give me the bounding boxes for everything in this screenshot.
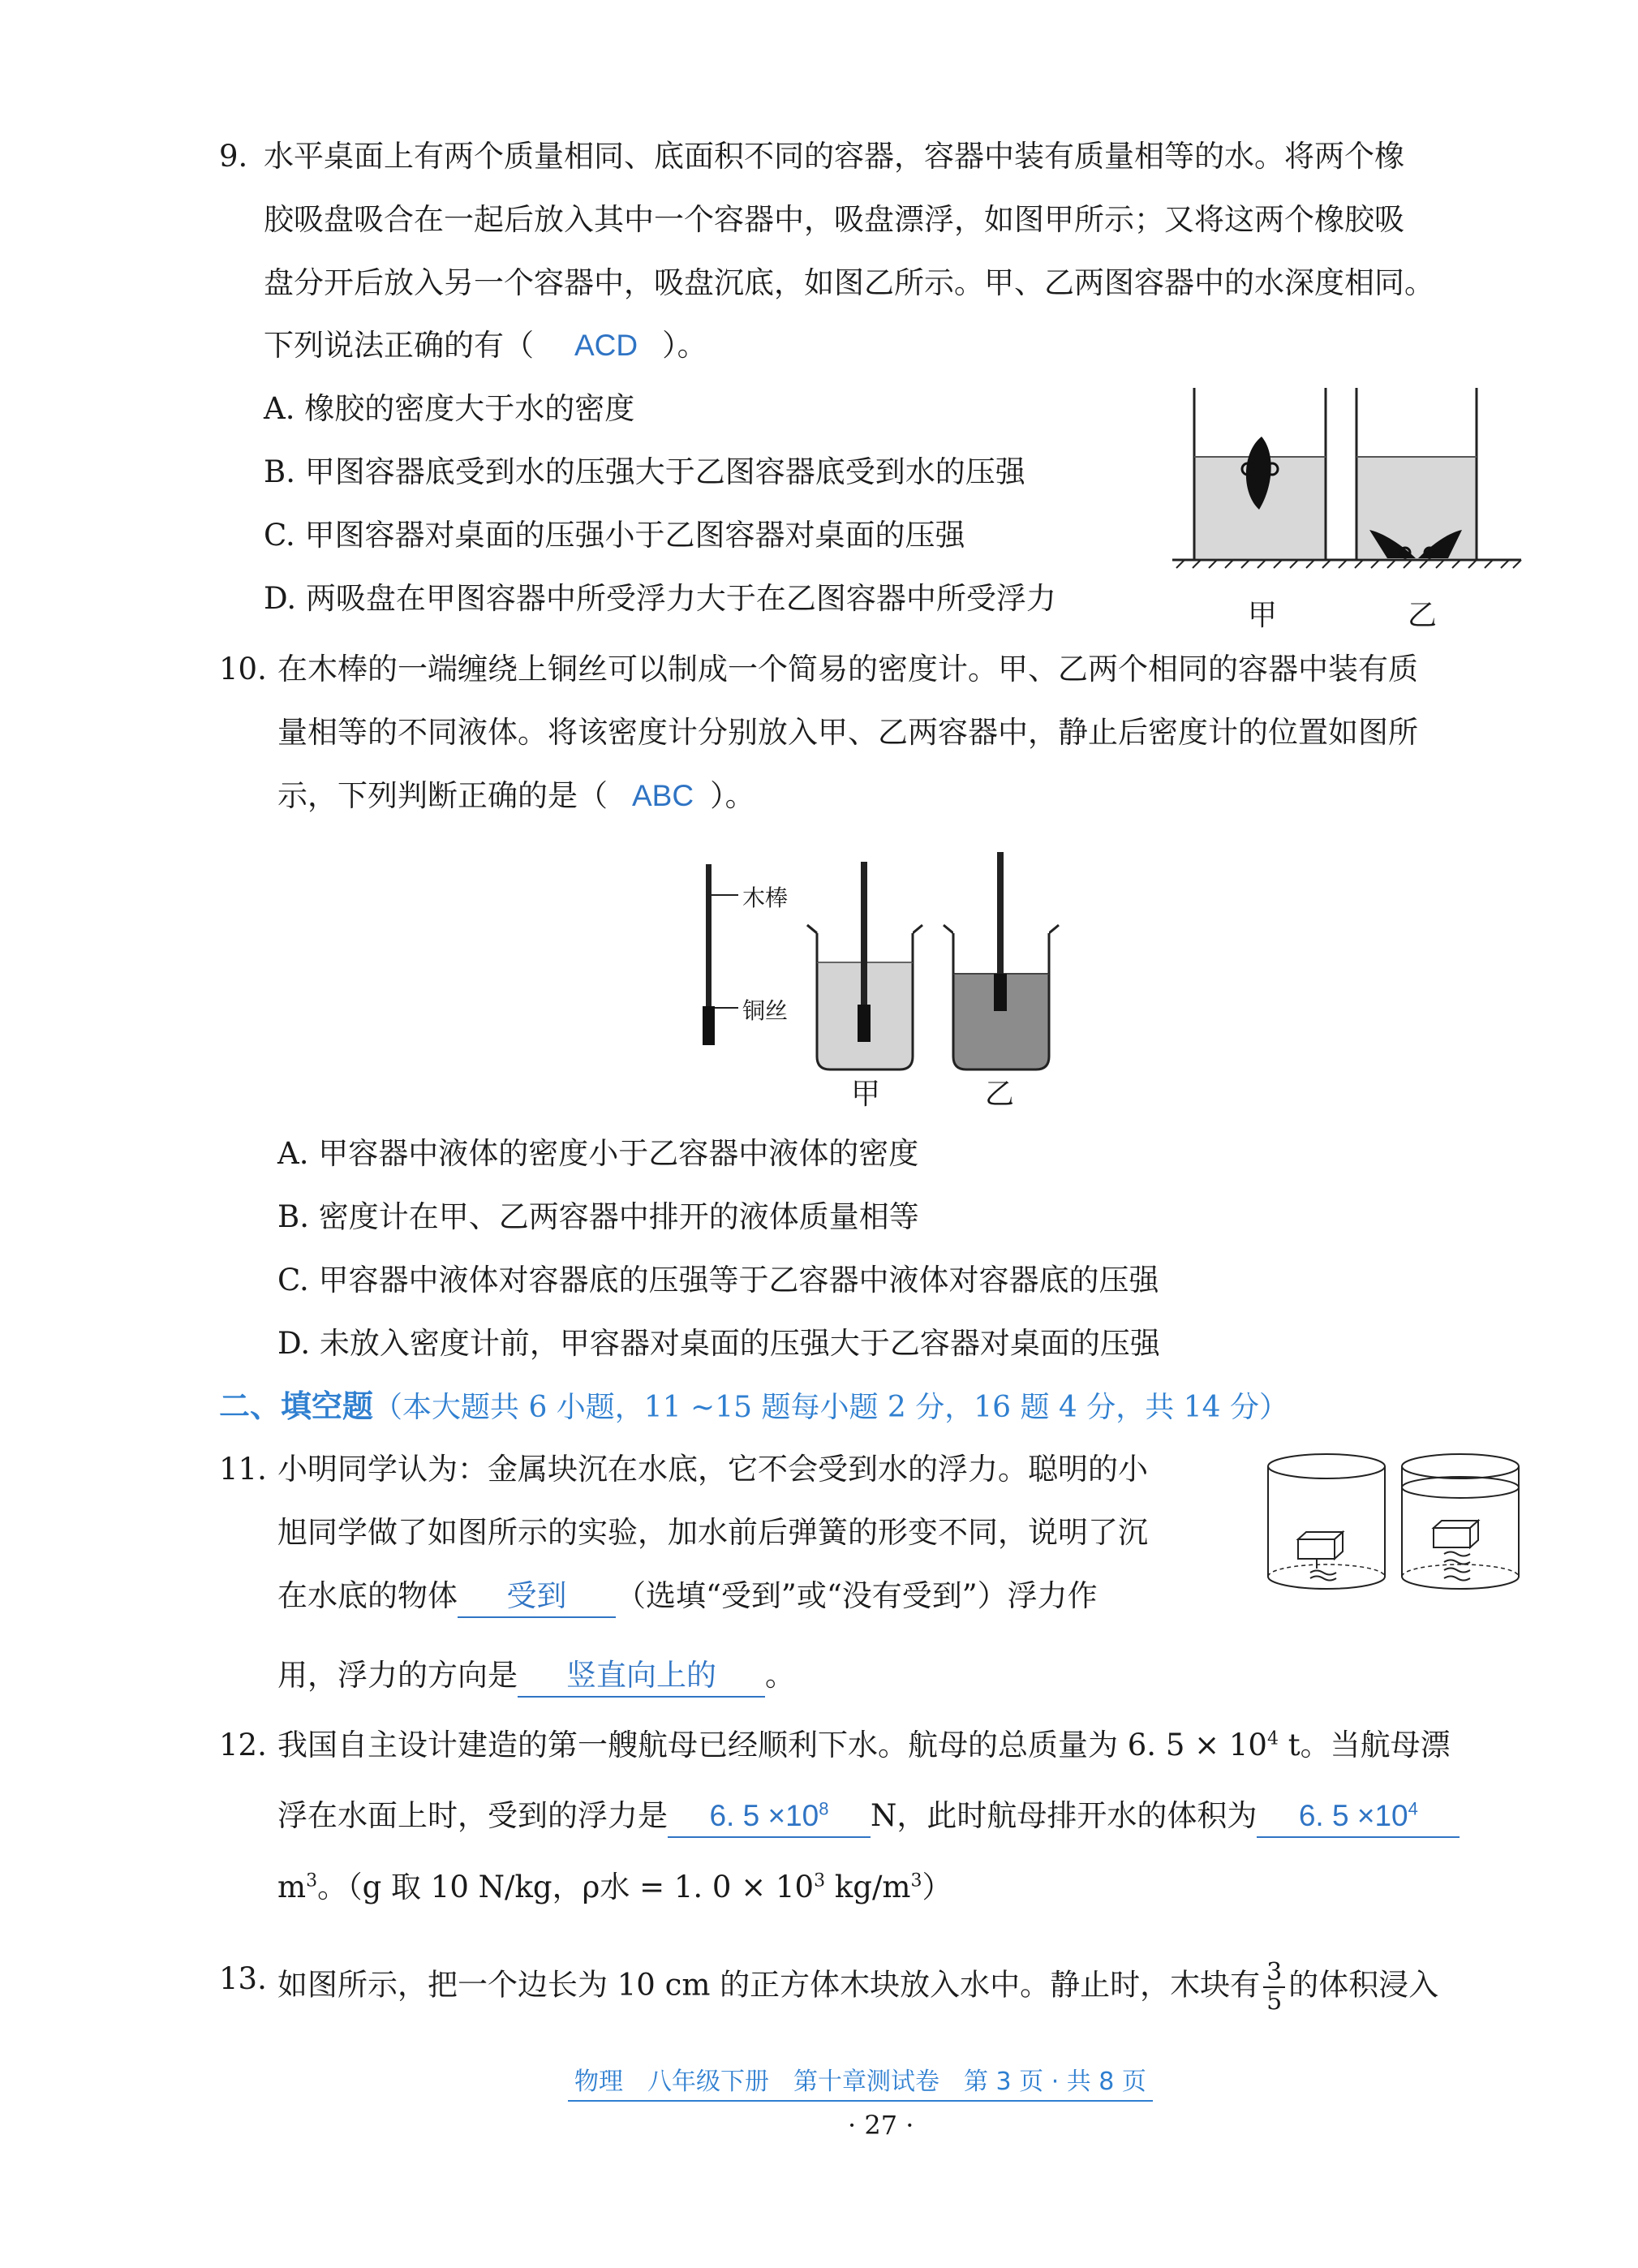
q12-line3-unit-exp: 3 bbox=[306, 1870, 318, 1891]
q12-line3-tail: kg/m bbox=[825, 1870, 911, 1904]
q10-beaker-right bbox=[944, 852, 1059, 1069]
q9-option-c: C. 甲图容器对桌面的压强小于乙图容器对桌面的压强 bbox=[264, 518, 965, 553]
q10-option-c: C. 甲容器中液体对容器底的压强等于乙容器中液体对容器底的压强 bbox=[277, 1263, 1159, 1298]
q12-line3-exp: 3 bbox=[814, 1870, 826, 1891]
q9-line: 胶吸盘吸合在一起后放入其中一个容器中，吸盘漂浮，如图甲所示；又将这两个橡胶吸 bbox=[264, 202, 1404, 237]
q10-number: 10. bbox=[219, 652, 267, 686]
q11-line3-before: 在水底的物体 bbox=[277, 1578, 458, 1613]
q12-line2-mid: N，此时航母排开水的体积为 bbox=[871, 1798, 1258, 1833]
section-heading bbox=[219, 1386, 1288, 1428]
q10-prompt-before: 示，下列判断正确的是（ bbox=[277, 778, 608, 813]
q13-number: 13. bbox=[219, 1961, 267, 1996]
q11-line4-before: 用，浮力的方向是 bbox=[277, 1658, 518, 1693]
q9-number: 9. bbox=[219, 139, 248, 174]
q12-line3 bbox=[277, 1867, 952, 1908]
q9-prompt-before: 下列说法正确的有（ bbox=[264, 328, 534, 363]
q9-option-a: A. 橡胶的密度大于水的密度 bbox=[264, 391, 635, 426]
q12-buoyancy-exp: 8 bbox=[819, 1798, 829, 1819]
q12-line3-text: 。（g 取 10 N/kg，ρ水 = 1. 0 × 10 bbox=[317, 1870, 815, 1904]
q11-line3 bbox=[277, 1576, 1098, 1618]
q9-line: 水平桌面上有两个质量相同、底面积不同的容器，容器中装有质量相等的水。将两个橡 bbox=[264, 139, 1404, 174]
q13-line1 bbox=[277, 1959, 1438, 2016]
q12-volume-exp: 4 bbox=[1408, 1798, 1418, 1819]
q13-line1-after: 的体积浸入 bbox=[1288, 1967, 1439, 2003]
q10-option-b: B. 密度计在甲、乙两容器中排开的液体质量相等 bbox=[277, 1199, 919, 1234]
q12-line1 bbox=[277, 1725, 1451, 1766]
q9-figure bbox=[1168, 388, 1525, 599]
q10-option-a: A. 甲容器中液体的密度小于乙容器中液体的密度 bbox=[277, 1136, 919, 1171]
q11-answer-blank: 受到 bbox=[458, 1576, 616, 1618]
q12-volume-base: 6. 5 ×10 bbox=[1298, 1799, 1408, 1832]
q11-line: 小明同学认为：金属块沉在水底，它不会受到水的浮力。聪明的小 bbox=[277, 1452, 1148, 1487]
q12-line3-tail-exp: 3 bbox=[910, 1870, 922, 1891]
section-note: （本大题共 6 小题，11 ~15 题每小题 2 分，16 题 4 分，共 14 分） bbox=[373, 1391, 1289, 1424]
q12-line3-close: ） bbox=[922, 1870, 952, 1904]
q10-label-stick: 木棒 bbox=[742, 884, 789, 911]
q12-volume-blank bbox=[1257, 1796, 1460, 1838]
q12-line1-before: 我国自主设计建造的第一艘航母已经顺利下水。航母的总质量为 6. 5 × 10 bbox=[277, 1728, 1267, 1762]
q9-container-left bbox=[1194, 388, 1326, 560]
q9-prompt-after: ）。 bbox=[662, 328, 707, 363]
q13-frac-denominator: 5 bbox=[1266, 1987, 1283, 2016]
q12-line3-unit: m bbox=[277, 1870, 307, 1904]
q9-label-right: 乙 bbox=[1408, 599, 1438, 632]
q11-line4-after: 。 bbox=[765, 1658, 795, 1693]
q11-cylinder-water bbox=[1402, 1454, 1519, 1589]
q12-line1-after: t。当航母漂 bbox=[1278, 1728, 1451, 1762]
q9-label-left: 甲 bbox=[1248, 599, 1278, 632]
q12-line1-exp: 4 bbox=[1266, 1728, 1279, 1749]
q11-line3-after: （选填“受到”或“没有受到”）浮力作 bbox=[616, 1578, 1098, 1613]
q12-line2 bbox=[277, 1796, 1460, 1838]
q10-prompt-after: ）。 bbox=[710, 778, 755, 813]
q11-cylinder-empty bbox=[1268, 1454, 1385, 1589]
q10-hydrometer-standalone bbox=[703, 864, 738, 1045]
q9-table bbox=[1172, 560, 1521, 568]
q9-answer: ACD bbox=[574, 329, 638, 362]
q11-line: 旭同学做了如图所示的实验，加水前后弹簧的形变不同，说明了沉 bbox=[277, 1515, 1148, 1550]
q11-figure bbox=[1262, 1448, 1529, 1594]
section-title: 二、填空题 bbox=[219, 1388, 374, 1424]
q10-prompt bbox=[277, 776, 755, 816]
q11-direction-blank: 竖直向上的 bbox=[518, 1655, 765, 1698]
q12-number: 12. bbox=[219, 1728, 267, 1762]
q12-buoyancy-base: 6. 5 ×10 bbox=[709, 1799, 819, 1832]
q10-label-wire: 铜丝 bbox=[742, 997, 789, 1024]
footer-info: 物理 八年级下册 第十章测试卷 第 3 页 · 共 8 页 bbox=[568, 2061, 1153, 2102]
q10-label-left: 甲 bbox=[851, 1078, 881, 1111]
q11-number: 11. bbox=[219, 1452, 267, 1487]
q9-option-d: D. 两吸盘在甲图容器中所受浮力大于在乙图容器中所受浮力 bbox=[264, 581, 1056, 616]
q9-line: 盘分开后放入另一个容器中，吸盘沉底，如图乙所示。甲、乙两图容器中的水深度相同。 bbox=[264, 265, 1434, 300]
page-number: · 27 · bbox=[848, 2110, 914, 2141]
q9-prompt bbox=[264, 325, 707, 366]
q9-option-b: B. 甲图容器底受到水的压强大于乙图容器底受到水的压强 bbox=[264, 454, 1025, 489]
q10-line: 量相等的不同液体。将该密度计分别放入甲、乙两容器中，静止后密度计的位置如图所 bbox=[277, 715, 1418, 750]
q10-beaker-left bbox=[807, 862, 922, 1069]
q11-line4 bbox=[277, 1655, 795, 1698]
q13-fraction bbox=[1263, 1959, 1285, 2016]
q13-frac-numerator: 3 bbox=[1263, 1959, 1285, 1988]
q13-line1-before: 如图所示，把一个边长为 10 cm 的正方体木块放入水中。静止时，木块有 bbox=[277, 1967, 1261, 2003]
q9-container-right bbox=[1356, 388, 1477, 560]
q10-answer: ABC bbox=[632, 779, 694, 812]
q10-label-right: 乙 bbox=[985, 1078, 1015, 1111]
q12-buoyancy-blank bbox=[668, 1796, 871, 1838]
q12-line2-before: 浮在水面上时，受到的浮力是 bbox=[277, 1798, 668, 1833]
q10-line: 在木棒的一端缠绕上铜丝可以制成一个简易的密度计。甲、乙两个相同的容器中装有质 bbox=[277, 652, 1418, 686]
q10-option-d: D. 未放入密度计前，甲容器对桌面的压强大于乙容器对桌面的压强 bbox=[277, 1326, 1160, 1361]
